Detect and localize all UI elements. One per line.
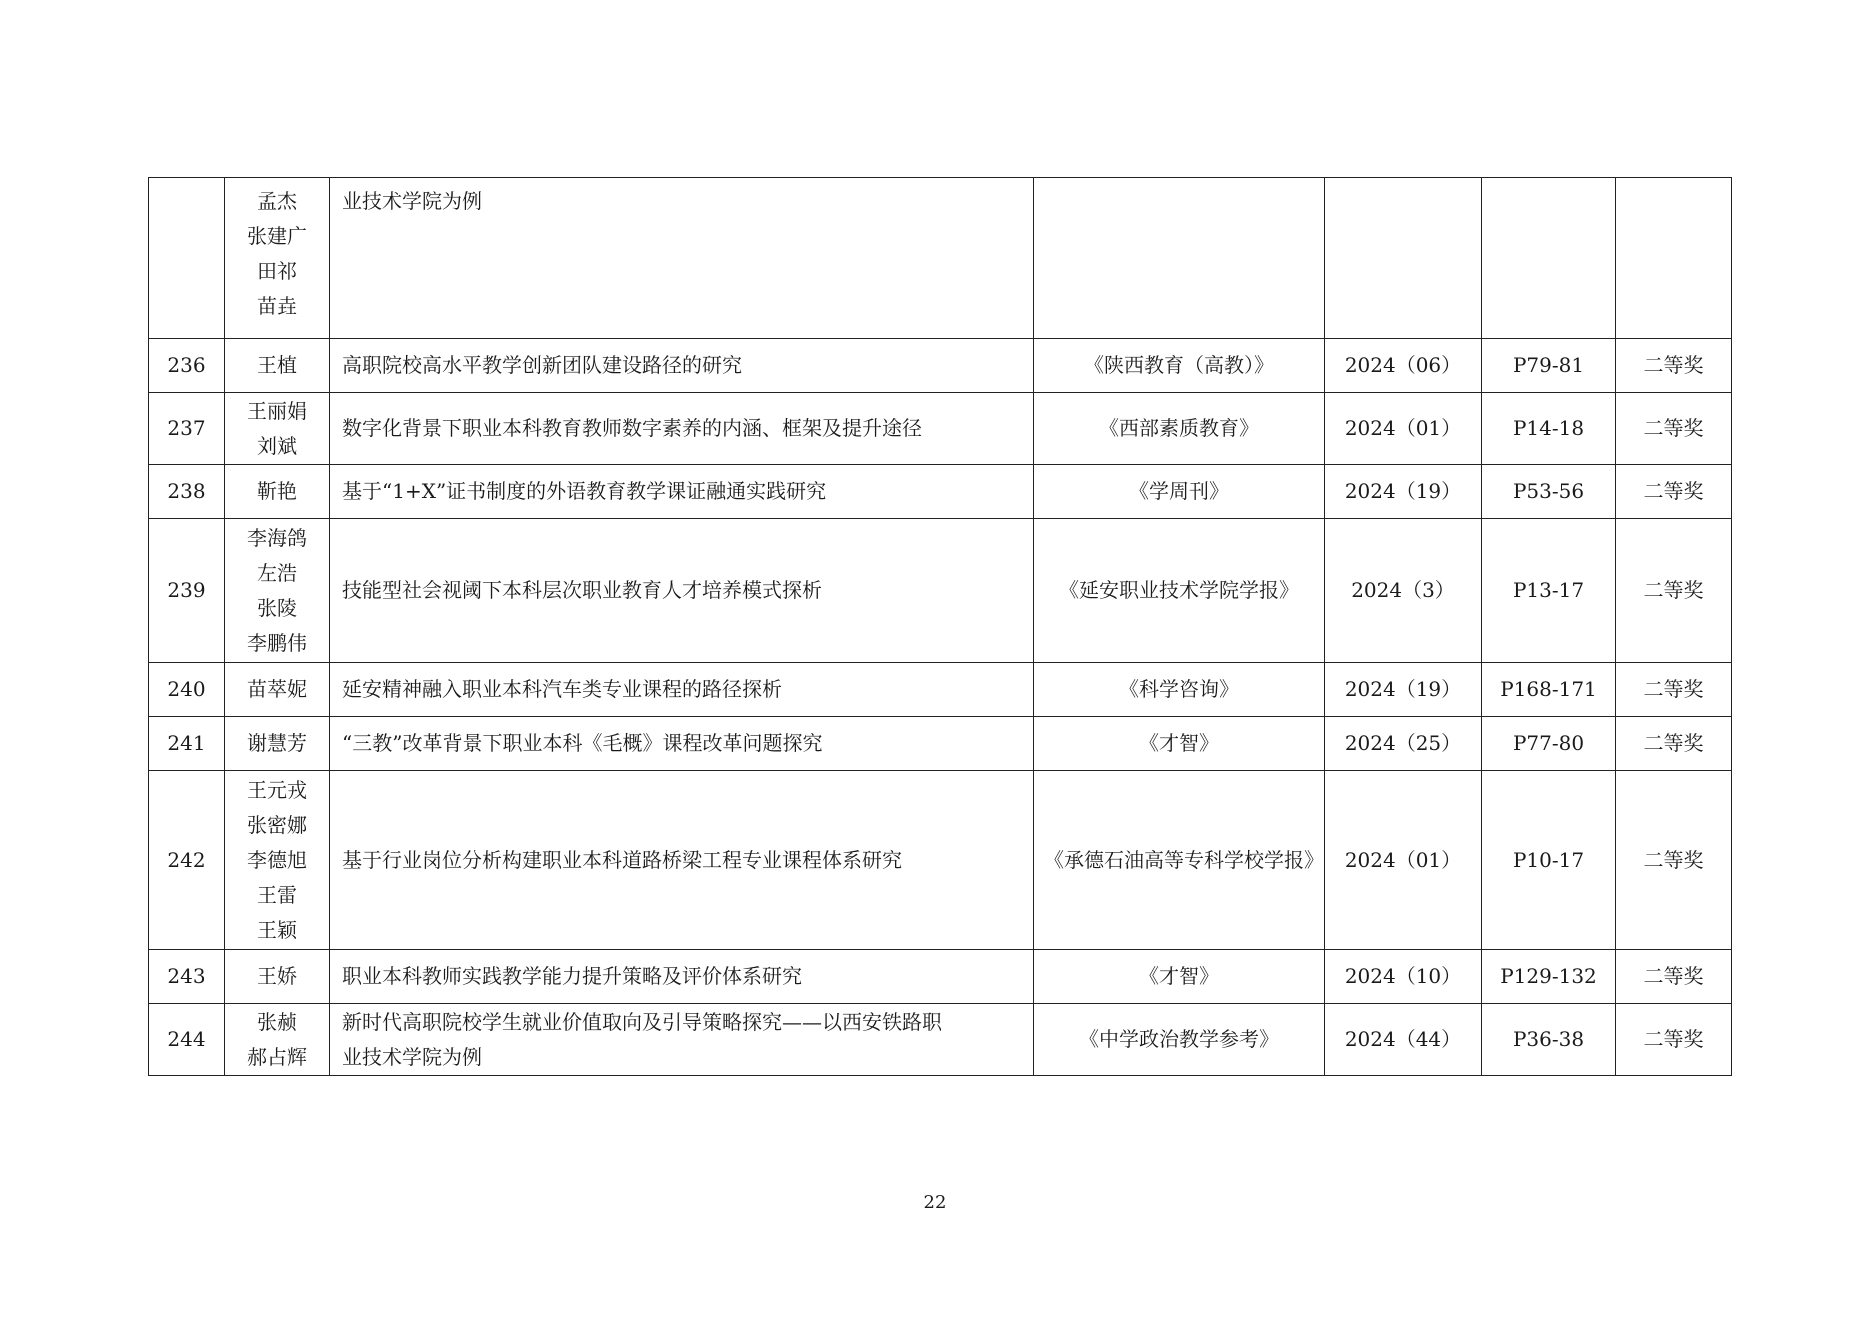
journal-cell — [1034, 178, 1325, 339]
number-cell: 237 — [149, 393, 225, 465]
award-cell: 二等奖 — [1616, 663, 1732, 717]
issue-cell: 2024（44） — [1325, 1004, 1482, 1076]
table-row — [149, 771, 1732, 950]
number-cell: 241 — [149, 717, 225, 771]
issue-cell: 2024（25） — [1325, 717, 1482, 771]
award-cell — [1616, 178, 1732, 339]
title-cell — [330, 393, 1034, 465]
pages-cell: P36-38 — [1482, 1004, 1616, 1076]
pages-cell: P10-17 — [1482, 771, 1616, 950]
author-name: 王颖 — [257, 917, 297, 942]
paper-title: 数字化背景下职业本科教育教师数字素养的内涵、框架及提升途径 — [342, 416, 922, 440]
author-name: 田祁 — [257, 259, 297, 283]
award-cell: 二等奖 — [1616, 717, 1732, 771]
author-name: 张建广 — [247, 224, 307, 248]
issue-cell: 2024（01） — [1325, 393, 1482, 465]
author-name: 王丽娟 — [247, 398, 307, 423]
pages-cell: P77-80 — [1482, 717, 1616, 771]
pages-cell: P168-171 — [1482, 663, 1616, 717]
author-name: 刘斌 — [257, 433, 297, 458]
author-name: 谢慧芳 — [247, 731, 307, 755]
number-cell: 236 — [149, 339, 225, 393]
author-name: 李海鸽 — [247, 525, 307, 550]
paper-title: 业技术学院为例 — [342, 189, 482, 213]
journal-cell: 《承德石油高等专科学校学报》 — [1034, 771, 1325, 950]
pages-cell: P13-17 — [1482, 519, 1616, 663]
title-cell — [330, 663, 1034, 717]
authors-cell — [225, 1004, 330, 1076]
author-name: 王雷 — [257, 882, 297, 907]
table-row — [149, 465, 1732, 519]
title-cell — [330, 1004, 1034, 1076]
table-row — [149, 663, 1732, 717]
table-row — [149, 950, 1732, 1004]
issue-cell: 2024（19） — [1325, 465, 1482, 519]
title-cell — [330, 178, 1034, 339]
issue-cell: 2024（19） — [1325, 663, 1482, 717]
journal-cell: 《才智》 — [1034, 950, 1325, 1004]
page-number: 22 — [923, 1192, 947, 1213]
paper-title: 技能型社会视阈下本科层次职业教育人才培养模式探析 — [342, 578, 822, 602]
authors-cell — [225, 339, 330, 393]
award-cell: 二等奖 — [1616, 519, 1732, 663]
journal-cell: 《陕西教育（高教）》 — [1034, 339, 1325, 393]
journal-cell: 《延安职业技术学院学报》 — [1034, 519, 1325, 663]
journal-cell: 《才智》 — [1034, 717, 1325, 771]
title-cell — [330, 717, 1034, 771]
title-cell — [330, 339, 1034, 393]
award-cell: 二等奖 — [1616, 1004, 1732, 1076]
author-name: 郝占辉 — [247, 1044, 307, 1069]
journal-cell: 《学周刊》 — [1034, 465, 1325, 519]
award-cell: 二等奖 — [1616, 771, 1732, 950]
table-row — [149, 519, 1732, 663]
author-name: 张赪 — [257, 1009, 297, 1034]
number-cell: 242 — [149, 771, 225, 950]
title-cell — [330, 771, 1034, 950]
journal-cell: 《科学咨询》 — [1034, 663, 1325, 717]
paper-title: 新时代高职院校学生就业价值取向及引导策略探究——以西安铁路职 — [342, 1009, 942, 1034]
author-name: 王植 — [257, 353, 297, 377]
pages-cell: P79-81 — [1482, 339, 1616, 393]
paper-title: “三教”改革背景下职业本科《毛概》课程改革问题探究 — [342, 731, 823, 755]
author-name: 王娇 — [257, 964, 297, 988]
paper-title: 基于“1+X”证书制度的外语教育教学课证融通实践研究 — [342, 479, 827, 503]
author-name: 苗萃妮 — [247, 677, 307, 701]
author-name: 李鹏伟 — [247, 630, 307, 655]
number-cell: 238 — [149, 465, 225, 519]
authors-cell — [225, 465, 330, 519]
award-cell: 二等奖 — [1616, 339, 1732, 393]
authors-cell — [225, 393, 330, 465]
award-cell: 二等奖 — [1616, 393, 1732, 465]
pages-cell: P53-56 — [1482, 465, 1616, 519]
issue-cell — [1325, 178, 1482, 339]
title-cell — [330, 950, 1034, 1004]
authors-cell — [225, 663, 330, 717]
author-name: 苗垚 — [257, 294, 297, 318]
issue-cell: 2024（01） — [1325, 771, 1482, 950]
authors-cell — [225, 771, 330, 950]
paper-title: 基于行业岗位分析构建职业本科道路桥梁工程专业课程体系研究 — [342, 847, 902, 872]
table-row — [149, 717, 1732, 771]
issue-cell: 2024（06） — [1325, 339, 1482, 393]
award-cell: 二等奖 — [1616, 465, 1732, 519]
issue-cell: 2024（10） — [1325, 950, 1482, 1004]
authors-cell — [225, 950, 330, 1004]
issue-cell: 2024（3） — [1325, 519, 1482, 663]
table-row — [149, 339, 1732, 393]
number-cell: 243 — [149, 950, 225, 1004]
paper-title: 业技术学院为例 — [342, 1044, 482, 1069]
paper-title: 职业本科教师实践教学能力提升策略及评价体系研究 — [342, 964, 802, 988]
title-cell — [330, 465, 1034, 519]
author-name: 左浩 — [257, 560, 297, 585]
author-name: 张密娜 — [247, 812, 307, 837]
author-name: 孟杰 — [257, 189, 297, 213]
table-row — [149, 1004, 1732, 1076]
pages-cell — [1482, 178, 1616, 339]
authors-cell — [225, 519, 330, 663]
author-name: 张陵 — [257, 595, 297, 620]
pages-cell: P14-18 — [1482, 393, 1616, 465]
paper-title: 高职院校高水平教学创新团队建设路径的研究 — [342, 353, 742, 377]
number-cell: 239 — [149, 519, 225, 663]
award-cell: 二等奖 — [1616, 950, 1732, 1004]
author-name: 李德旭 — [247, 847, 307, 872]
table-row — [149, 393, 1732, 465]
paper-title: 延安精神融入职业本科汽车类专业课程的路径探析 — [342, 677, 782, 701]
title-cell — [330, 519, 1034, 663]
table-row-continued — [149, 178, 1732, 339]
author-name: 王元戎 — [247, 777, 307, 802]
number-cell: 240 — [149, 663, 225, 717]
authors-cell — [225, 178, 330, 339]
authors-cell — [225, 717, 330, 771]
number-cell: 244 — [149, 1004, 225, 1076]
number-cell — [149, 178, 225, 339]
journal-cell: 《西部素质教育》 — [1034, 393, 1325, 465]
author-name: 靳艳 — [257, 479, 297, 503]
pages-cell: P129-132 — [1482, 950, 1616, 1004]
award-list-table — [148, 177, 1732, 1076]
journal-cell: 《中学政治教学参考》 — [1034, 1004, 1325, 1076]
